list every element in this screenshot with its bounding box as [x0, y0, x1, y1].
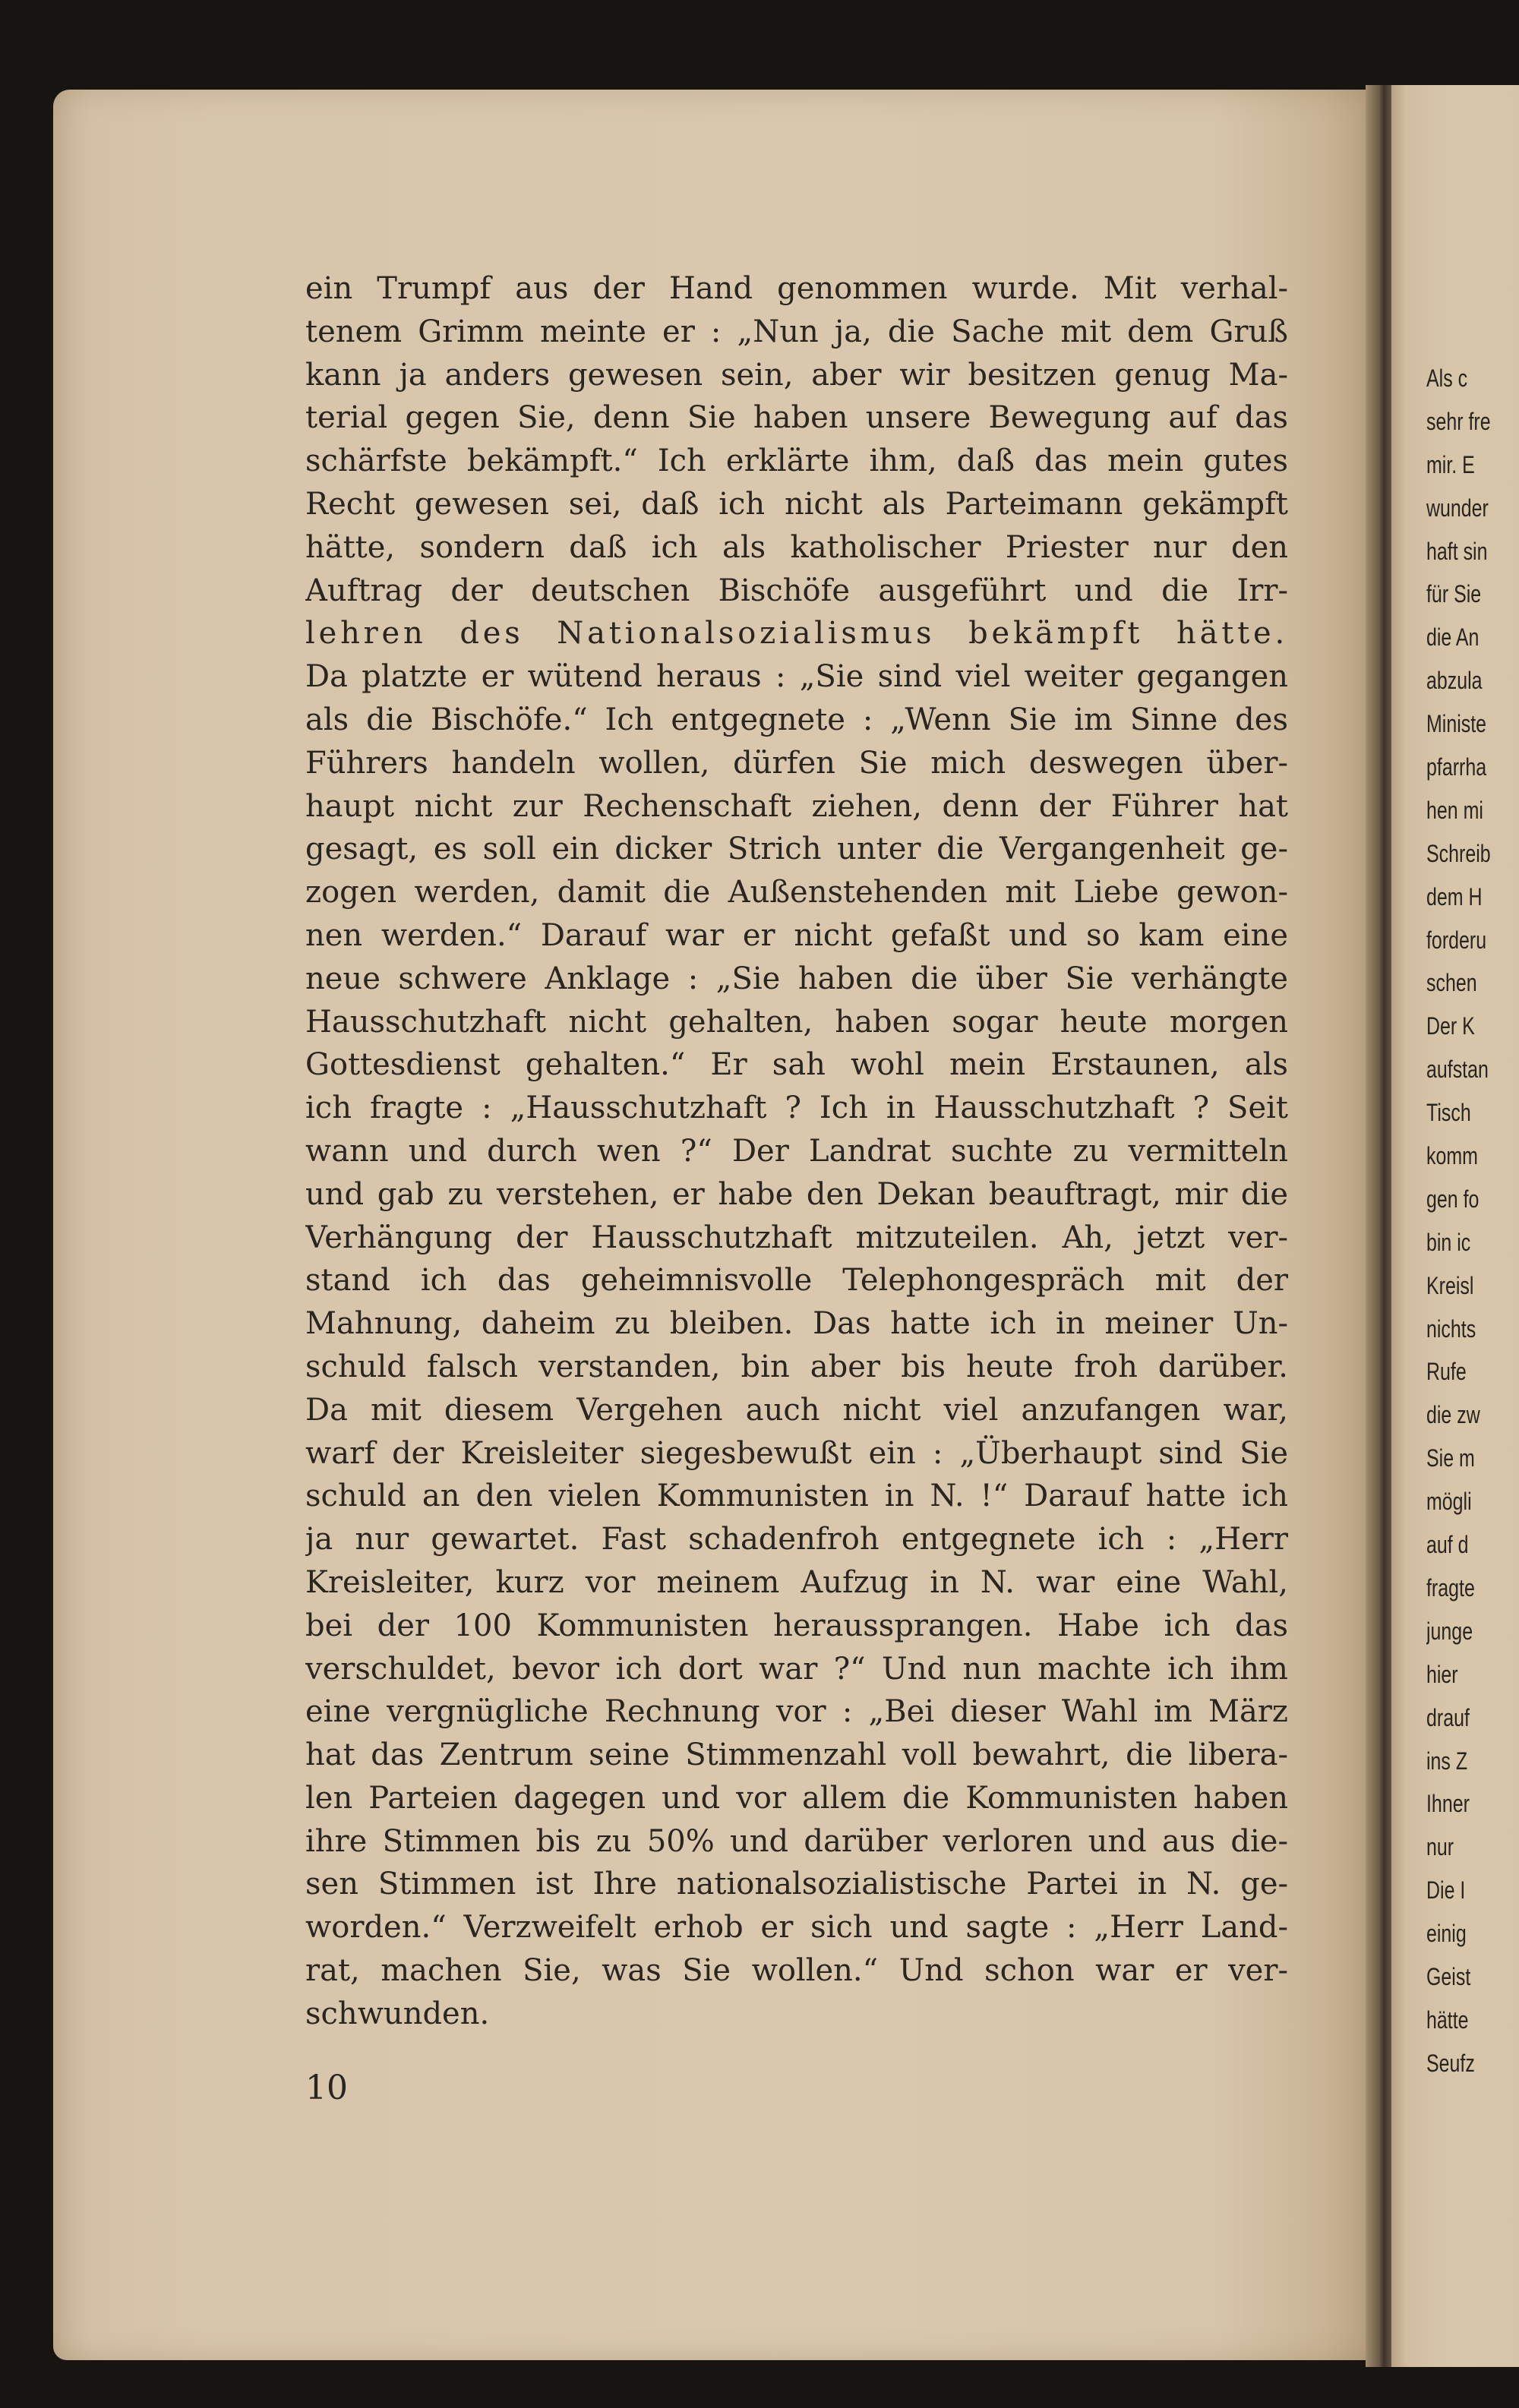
right-page-line: auf d — [1426, 1531, 1469, 1559]
right-page-line: ins Z — [1426, 1747, 1468, 1775]
text-line: verschuldet, bevor ich dort war ?“ Und nun machte ich ihm — [305, 1651, 1288, 1687]
right-page-line: einig — [1426, 1920, 1467, 1948]
text-line: ein Trumpf aus der Hand genommen wurde. Mit verhal- — [305, 271, 1288, 306]
text-line: ihre Stimmen bis zu 50% und darüber verloren und aus die- — [305, 1823, 1288, 1859]
text-line: warf der Kreisleiter siegesbewußt ein : „Überhaupt sind Sie — [305, 1435, 1288, 1471]
right-page-line: für Sie — [1426, 580, 1482, 608]
right-page-line: bin ic — [1426, 1228, 1471, 1256]
text-line: schwunden. — [305, 1996, 490, 2031]
text-line: Da platzte er wütend heraus : „Sie sind viel weiter gegangen — [305, 659, 1288, 695]
right-page-line: Rufe — [1426, 1358, 1467, 1386]
right-page-line: sehr fre — [1426, 407, 1491, 435]
right-page-line: aufstan — [1426, 1056, 1489, 1084]
right-page-line: nichts — [1426, 1314, 1476, 1343]
right-page-line: Sie m — [1426, 1444, 1475, 1472]
right-page-line: die An — [1426, 623, 1480, 652]
right-page-line: mögli — [1426, 1488, 1472, 1516]
text-line: zogen werden, damit die Außenstehenden mit Liebe gewon- — [305, 875, 1288, 910]
text-line: worden.“ Verzweifelt erhob er sich und sagte : „Herr Land- — [305, 1910, 1288, 1946]
right-page-line: Die I — [1426, 1876, 1466, 1905]
text-line: Recht gewesen sei, daß ich nicht als Parteimann gekämpft — [305, 486, 1288, 522]
right-page-line: nur — [1426, 1833, 1454, 1861]
right-page-line: drauf — [1426, 1703, 1470, 1731]
right-page-line: Als c — [1426, 365, 1468, 392]
text-line: Mahnung, daheim zu bleiben. Das hatte ich in meiner Un- — [305, 1306, 1288, 1342]
right-page-line: wunder — [1426, 494, 1489, 522]
right-page-line: junge — [1426, 1617, 1473, 1645]
text-line: tenem Grimm meinte er : „Nun ja, die Sache mit dem Gruß — [305, 314, 1288, 349]
text-line: stand ich das geheimnisvolle Telephongespräch mit der — [305, 1263, 1288, 1299]
text-line: rat, machen Sie, was Sie wollen.“ Und schon war er ver- — [305, 1953, 1288, 1989]
right-page-line: haft sin — [1426, 537, 1488, 565]
text-line: hat das Zentrum seine Stimmenzahl voll bewahrt, die libera- — [305, 1737, 1288, 1773]
right-page-line: komm — [1426, 1142, 1478, 1170]
page-number: 10 — [305, 2069, 348, 2107]
right-page-line: gen fo — [1426, 1185, 1480, 1213]
right-page-line: Ihner — [1426, 1790, 1470, 1818]
text-line: Da mit diesem Vergehen auch nicht viel anzufangen war, — [305, 1392, 1288, 1428]
text-line: Gottesdienst gehalten.“ Er sah wohl mein Erstaunen, als — [305, 1047, 1288, 1083]
right-page-line: Ministe — [1426, 710, 1487, 738]
text-line: wann und durch wen ?“ Der Landrat suchte zu vermitteln — [305, 1133, 1288, 1169]
text-line: len Parteien dagegen und vor allem die Kommunisten haben — [305, 1780, 1288, 1816]
right-page-line: abzula — [1426, 667, 1483, 695]
text-line: schuld an den vielen Kommunisten in N. !“ Darauf hatte ich — [305, 1479, 1288, 1514]
text-line: kann ja anders gewesen sein, aber wir besitzen genug Ma- — [305, 357, 1288, 393]
text-line: Hausschutzhaft nicht gehalten, haben sogar heute morgen — [305, 1004, 1288, 1040]
text-line: Führers handeln wollen, dürfen Sie mich deswegen über- — [305, 745, 1288, 781]
right-page-line: fragte — [1426, 1573, 1475, 1602]
right-page-line: Kreisl — [1426, 1271, 1474, 1299]
text-line: sen Stimmen ist Ihre nationalsozialistische Partei in N. ge- — [305, 1867, 1288, 1902]
right-page-line: Geist — [1426, 1962, 1471, 1990]
text-line: bei der 100 Kommunisten heraussprangen. Habe ich das — [305, 1608, 1288, 1643]
right-page-line: hier — [1426, 1660, 1458, 1688]
text-line: gesagt, es soll ein dicker Strich unter die Vergangenheit ge- — [305, 832, 1288, 867]
text-line: und gab zu verstehen, er habe den Dekan beauftragt, mir die — [305, 1176, 1288, 1212]
right-page-line: mir. E — [1426, 450, 1475, 478]
text-line: ja nur gewartet. Fast schadenfroh entgegnete ich : „Herr — [305, 1522, 1288, 1557]
text-line: terial gegen Sie, denn Sie haben unsere Bewegung auf das — [305, 400, 1288, 436]
left-page-text — [305, 267, 1288, 2036]
right-page-line: hen mi — [1426, 796, 1483, 824]
text-line: ich fragte : „Hausschutzhaft ? Ich in Hausschutzhaft ? Seit — [305, 1090, 1288, 1126]
right-page-line: die zw — [1426, 1401, 1480, 1429]
right-page-line: Der K — [1426, 1012, 1475, 1040]
right-page-line: hätte — [1426, 2006, 1469, 2034]
text-line: haupt nicht zur Rechenschaft ziehen, denn der Führer hat — [305, 788, 1288, 824]
text-line: Kreisleiter, kurz vor meinem Aufzug in N. war eine Wahl, — [305, 1564, 1288, 1600]
text-line: lehren des Nationalsozialismus bekämpft hätte. — [305, 616, 1288, 652]
text-line: als die Bischöfe.“ Ich entgegnete : „Wenn Sie im Sinne des — [305, 702, 1288, 737]
right-page-line: forderu — [1426, 926, 1487, 954]
text-line: schärfste bekämpft.“ Ich erklärte ihm, daß das mein gutes — [305, 443, 1288, 479]
text-line: schuld falsch verstanden, bin aber bis heute froh darüber. — [305, 1349, 1288, 1384]
right-page-line: Tisch — [1426, 1099, 1471, 1127]
text-line: Verhängung der Hausschutzhaft mitzuteilen. Ah, jetzt ver- — [305, 1220, 1288, 1255]
right-page-line: pfarrha — [1426, 753, 1487, 781]
text-line: Auftrag der deutschen Bischöfe ausgeführt und die Irr- — [305, 573, 1288, 608]
right-page-line: schen — [1426, 969, 1477, 997]
text-line: neue schwere Anklage : „Sie haben die über Sie verhängte — [305, 961, 1288, 996]
text-line: nen werden.“ Darauf war er nicht gefaßt und so kam eine — [305, 917, 1288, 953]
right-page-line: dem H — [1426, 882, 1483, 910]
right-page-line: Seufz — [1426, 2049, 1475, 2077]
right-page-line: Schreib — [1426, 839, 1491, 867]
right-page-text — [1426, 357, 1519, 2085]
text-line: eine vergnügliche Rechnung vor : „Bei dieser Wahl im März — [305, 1694, 1288, 1730]
text-line: hätte, sondern daß ich als katholischer Priester nur den — [305, 529, 1288, 565]
